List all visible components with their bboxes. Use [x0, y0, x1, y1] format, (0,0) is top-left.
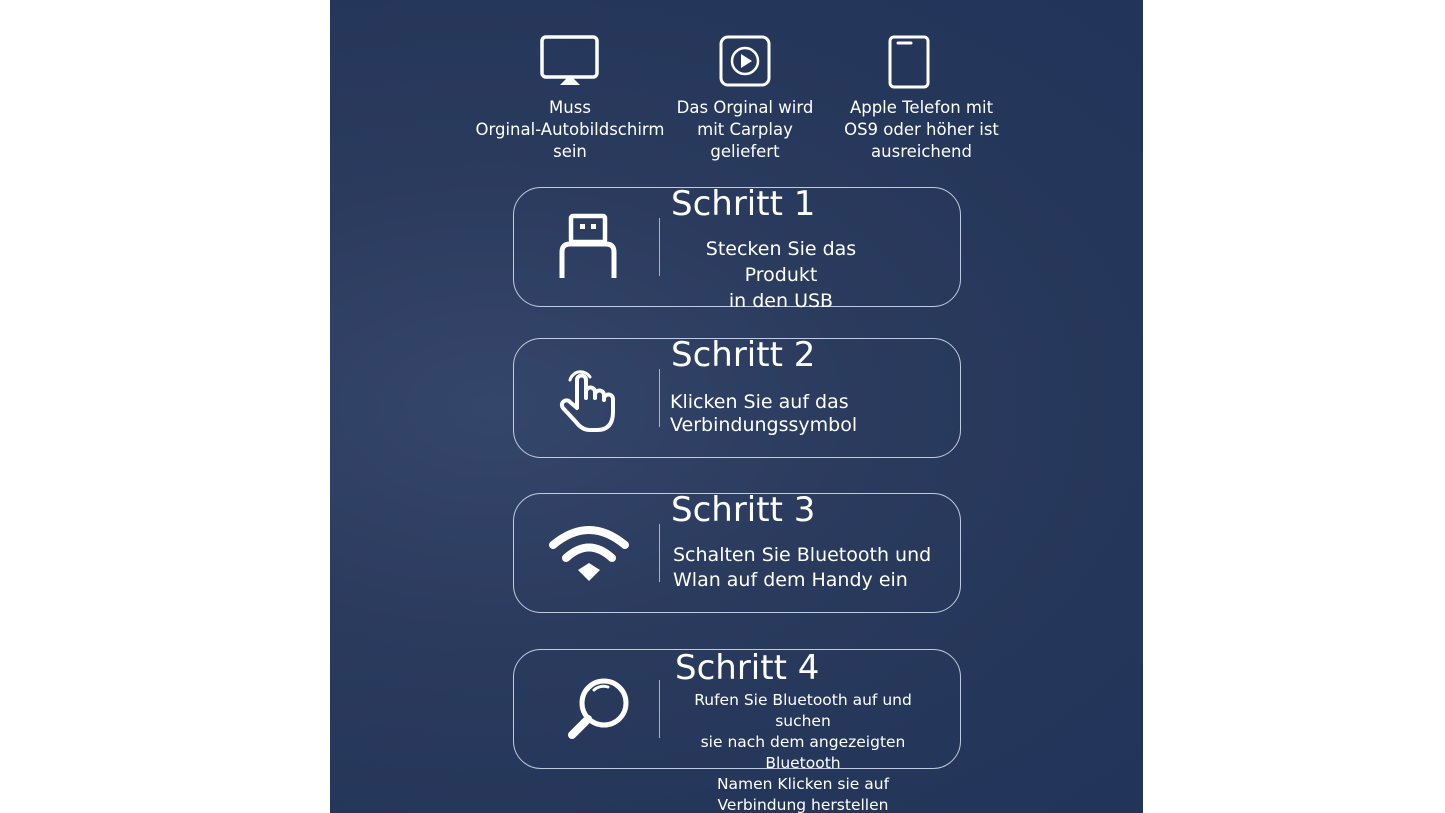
search-icon — [554, 650, 644, 768]
step-title: Schritt 2 — [671, 335, 816, 375]
wifi-icon — [544, 494, 634, 612]
monitor-icon — [540, 35, 600, 93]
requirement-text: Das Orginal wird mit Carplay geliefert — [676, 98, 814, 161]
requirement-text: Muss Orginal-Autobildschirm sein — [475, 98, 665, 161]
phone-icon — [887, 35, 931, 95]
step-title: Schritt 3 — [671, 490, 816, 530]
step-card-2 — [513, 335, 961, 458]
step-description: Stecken Sie das Produkt in den USB — [705, 238, 857, 312]
divider — [659, 218, 660, 276]
step-title: Schritt 4 — [675, 648, 820, 688]
usb-icon — [544, 188, 634, 306]
step-card-3 — [513, 490, 961, 613]
step-description: Schalten Sie Bluetooth und Wlan auf dem Handy ein — [673, 544, 932, 591]
step-description: Klicken Sie auf das Verbindungssymbol — [670, 391, 858, 436]
step-card-4 — [513, 648, 961, 813]
requirement-text: Apple Telefon mit OS9 oder höher ist ausreichend — [844, 98, 999, 161]
instruction-panel — [330, 0, 1143, 813]
step-title: Schritt 1 — [671, 184, 816, 224]
step-card-1 — [513, 184, 961, 312]
tap-hand-icon — [544, 339, 634, 457]
play-icon — [719, 35, 771, 93]
step-description: Rufen Sie Bluetooth auf und suchen sie nach dem angezeigten Bluetooth Namen Klicken sie auf Verbindung herstellen — [694, 691, 912, 813]
divider — [659, 680, 660, 738]
divider — [659, 524, 660, 582]
divider — [659, 369, 660, 427]
